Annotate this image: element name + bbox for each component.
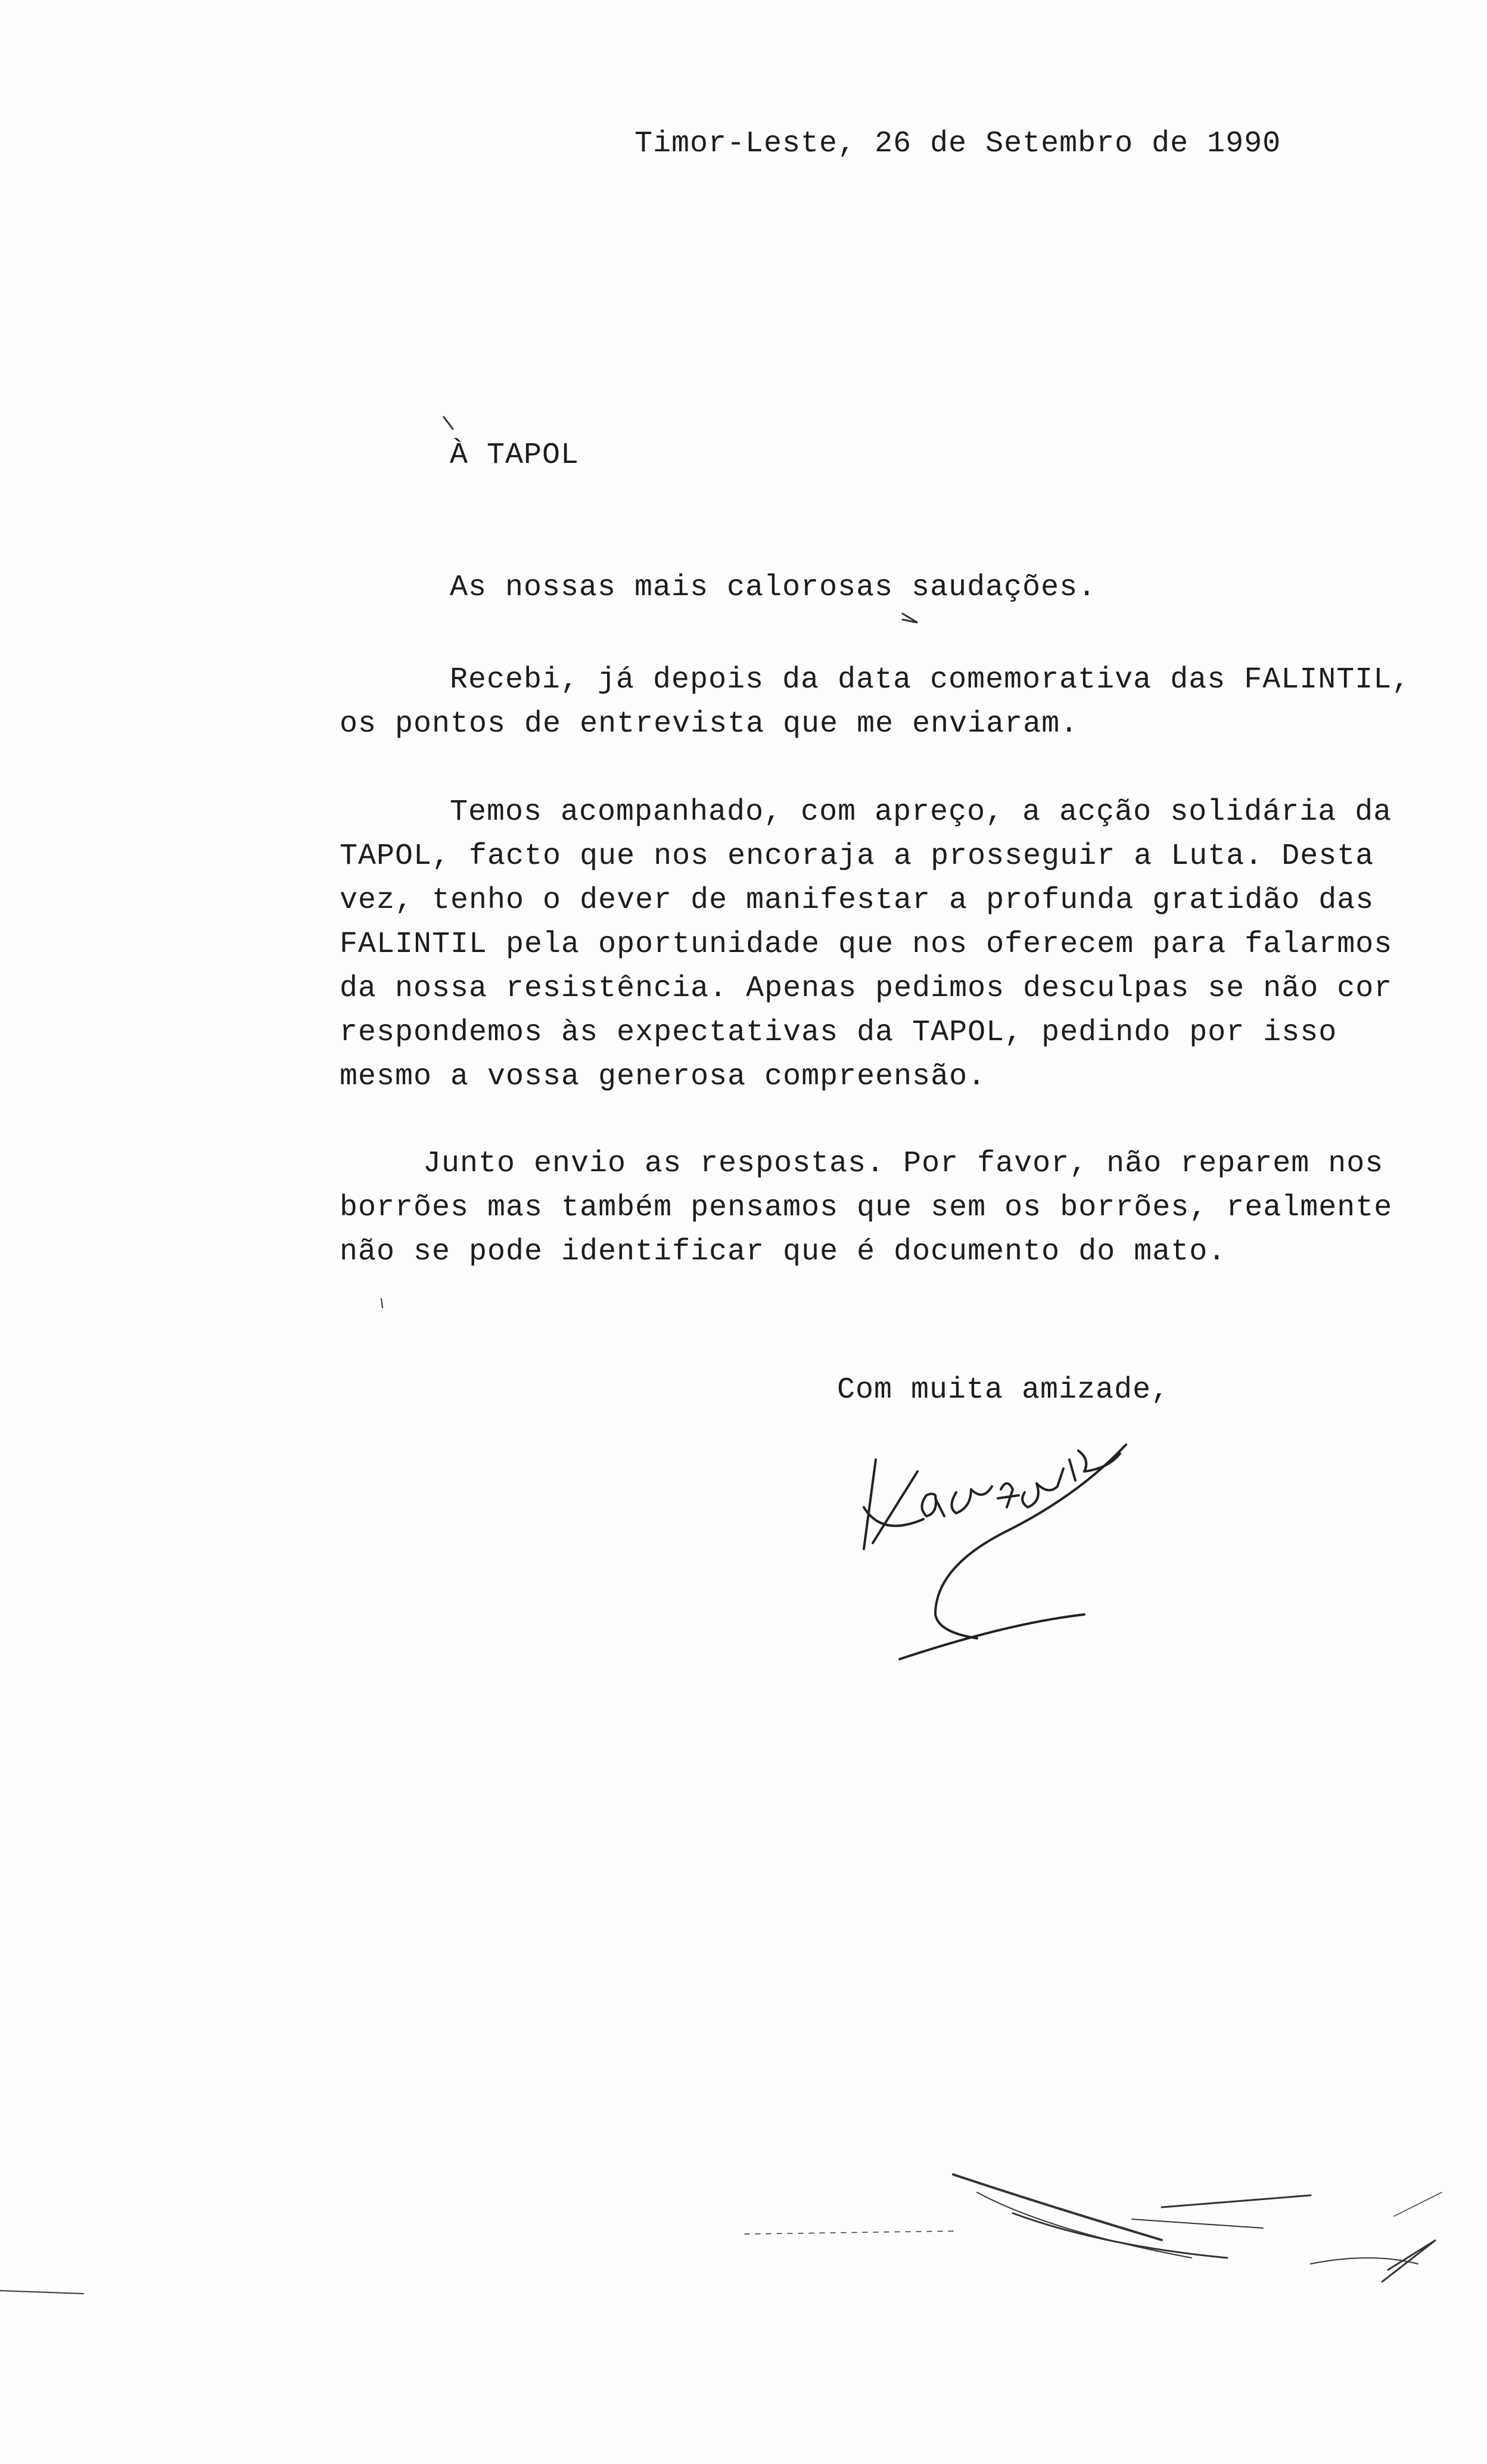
- paragraph-line: da nossa resistência. Apenas pedimos desculpas se não cor: [340, 972, 1393, 1006]
- date-line: Timor-Leste, 26 de Setembro de 1990: [634, 127, 1281, 161]
- paragraph-2: [340, 791, 1392, 1099]
- greeting: As nossas mais calorosas saudações.: [450, 571, 1097, 605]
- paragraph-line: TAPOL, facto que nos encoraja a prosseguir a Luta. Desta: [340, 839, 1374, 873]
- paragraph-line: borrões mas também pensamos que sem os borrões, realmente: [340, 1191, 1393, 1225]
- paragraph-line: vez, tenho o dever de manifestar a profunda gratidão das: [340, 883, 1374, 917]
- paragraph-3: [340, 1142, 1392, 1274]
- paragraph-line: respondemos às expectativas da TAPOL, pedindo por isso: [340, 1016, 1337, 1050]
- handwritten-signature: [828, 1388, 1233, 1662]
- paragraph-line: FALINTIL pela oportunidade que nos oferecem para falarmos: [340, 928, 1393, 962]
- salutation: À TAPOL: [450, 438, 580, 472]
- closing-line: Com muita amizade,: [837, 1373, 1170, 1407]
- paragraph-line: Temos acompanhado, com apreço, a acção solidária da: [450, 795, 1392, 829]
- paragraph-line: mesmo a vossa generosa compreensão.: [340, 1060, 987, 1094]
- paragraph-line: não se pode identificar que é documento do mato.: [340, 1235, 1227, 1269]
- paragraph-line: os pontos de entrevista que me enviaram.: [340, 707, 1079, 741]
- paragraph-line: Junto envio as respostas. Por favor, não reparem nos: [423, 1147, 1384, 1181]
- paragraph-1: [340, 658, 1410, 746]
- paragraph-line: Recebi, já depois da data comemorativa das FALINTIL,: [450, 663, 1411, 697]
